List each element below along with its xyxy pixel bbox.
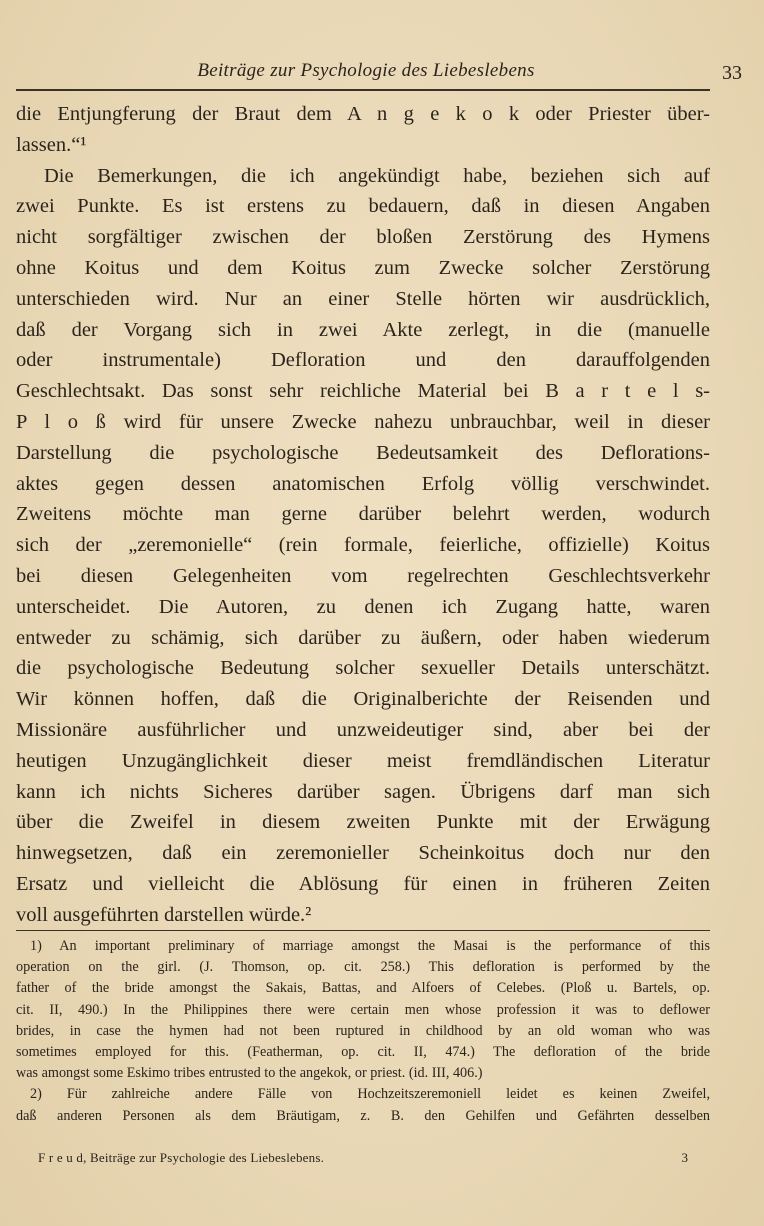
footnote-line: daß anderen Personen als dem Bräutigam, z. B. den Gehilfen und Gefährten desselben: [16, 1107, 710, 1124]
footnote-line: father of the bride amongst the Sakais, Battas, and Alfoers of Celebes. (Ploß u. Bartels, op.: [16, 980, 710, 997]
main-text: [16, 99, 710, 931]
text-line: daß der Vorgang sich in zwei Akte zerlegt, in die (manuelle: [16, 318, 710, 341]
text-line: über die Zweifel in diesem zweiten Punkte mit der Erwägung: [16, 811, 710, 834]
text-line: kann ich nichts Sicheres darüber sagen. Übrigens darf man sich: [16, 780, 710, 803]
running-head: [16, 58, 742, 86]
footnotes: [16, 936, 710, 1127]
footnote-line: 1) An important preliminary of marriage amongst the Masai is the performance of this: [30, 938, 710, 954]
text-line: oder instrumentale) Defloration und den darauffolgenden: [16, 349, 710, 372]
text-line: Wir können hoffen, daß die Originalberichte der Reisenden und: [16, 688, 710, 711]
text-line: voll ausgeführten darstellen würde.²: [16, 903, 312, 926]
footnote-line: was amongst some Eskimo tribes entrusted to the angekok, or priest. (id. III, 406.): [16, 1065, 483, 1082]
text-line: P l o ß wird für unsere Zwecke nahezu unbrauchbar, weil in dieser: [16, 410, 710, 433]
footnote-rule: [16, 930, 710, 931]
text-line: die Entjungferung der Braut dem A n g e k o k oder Priester über-: [16, 103, 710, 125]
text-line: Darstellung die psychologische Bedeutsamkeit des Deflorations-: [16, 441, 710, 464]
text-line: unterschieden wird. Nur an einer Stelle hörten wir ausdrücklich,: [16, 287, 710, 310]
text-line: ohne Koitus und dem Koitus zum Zwecke solcher Zerstörung: [16, 256, 710, 279]
text-line: heutigen Unzugänglichkeit dieser meist fremdländischen Literatur: [16, 749, 710, 772]
text-line: Ersatz und vielleicht die Ablösung für einen in früheren Zeiten: [16, 872, 710, 895]
text-line: aktes gegen dessen anatomischen Erfolg völlig verschwindet.: [16, 472, 710, 495]
running-title: Beiträge zur Psychologie des Liebeslebens: [197, 60, 535, 81]
text-line: bei diesen Gelegenheiten vom regelrechten Geschlechtsverkehr: [16, 564, 710, 587]
text-line: zwei Punkte. Es ist erstens zu bedauern, daß in diesen Angaben: [16, 195, 710, 218]
sheet-number: 3: [681, 1150, 688, 1165]
footnote-line: cit. II, 490.) In the Philippines there were certain men whose profession it was to deflower: [16, 1001, 710, 1018]
text-line: Geschlechtsakt. Das sonst sehr reichliche Material bei B a r t e l s-: [16, 380, 710, 403]
text-line: lassen.“¹: [16, 133, 87, 156]
page-number: 33: [722, 62, 742, 84]
text-line: hinwegsetzen, daß ein zeremonieller Scheinkoitus doch nur den: [16, 842, 710, 865]
signature-text: F r e u d, Beiträge zur Psychologie des Liebeslebens.: [38, 1150, 325, 1165]
header-rule: [16, 89, 710, 91]
footnote-line: operation on the girl. (J. Thomson, op. cit. 258.) This defloration is performed by the: [16, 959, 710, 976]
text-line: Missionäre ausführlicher und unzweideutiger sind, aber bei der: [16, 718, 710, 741]
text-line: Zweitens möchte man gerne darüber belehrt werden, wodurch: [16, 503, 710, 526]
text-line: unterscheidet. Die Autoren, zu denen ich Zugang hatte, waren: [16, 595, 710, 618]
text-line: entweder zu schämig, sich darüber zu äußern, oder haben wiederum: [16, 626, 710, 649]
text-line: Die Bemerkungen, die ich angekündigt habe, beziehen sich auf: [44, 164, 710, 187]
footnote-line: 2) Für zahlreiche andere Fälle von Hochzeitszeremoniell leidet es keinen Zweifel,: [30, 1086, 710, 1103]
footnote-line: brides, in case the hymen had not been ruptured in childhood by an old woman who was: [16, 1022, 710, 1039]
text-line: die psychologische Bedeutung solcher sexueller Details unterschätzt.: [16, 657, 710, 680]
footnote-line: sometimes employed for this. (Featherman, op. cit. II, 474.) The defloration of the bride: [16, 1043, 710, 1060]
text-line: sich der „zeremonielle“ (rein formale, feierliche, offizielle) Koitus: [16, 534, 710, 557]
text-line: nicht sorgfältiger zwischen der bloßen Zerstörung des Hymens: [16, 226, 710, 249]
printer-signature: [38, 1150, 688, 1166]
